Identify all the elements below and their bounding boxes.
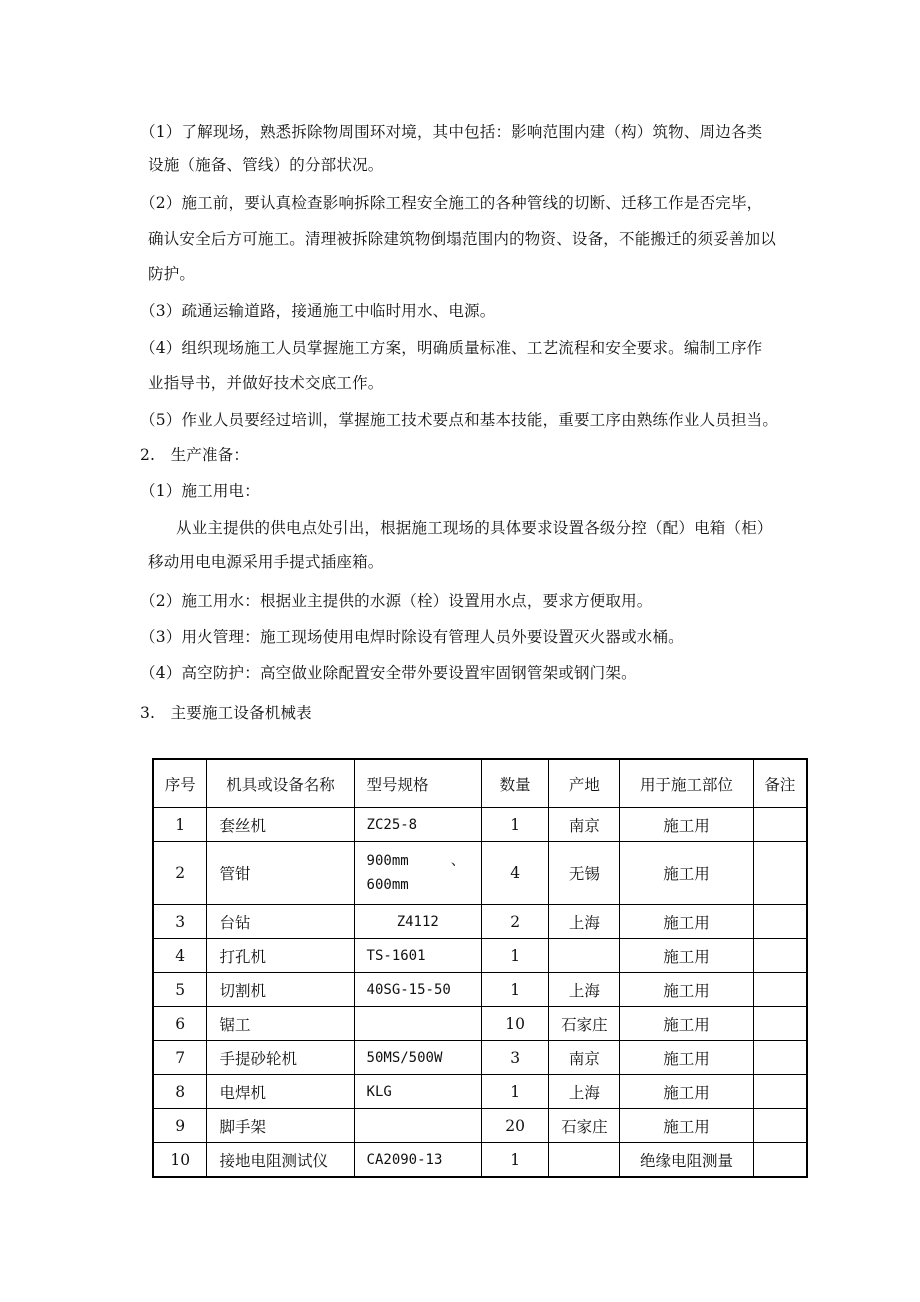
cell-name: 电焊机 <box>207 1075 354 1109</box>
cell-index: 9 <box>153 1109 207 1143</box>
cell-qty: 10 <box>482 1007 549 1041</box>
paragraph-line: 移动用电电源采用手提式插座箱。 <box>148 553 384 571</box>
cell-name: 切割机 <box>207 973 354 1007</box>
cell-usage: 施工用 <box>620 808 753 842</box>
cell-origin: 无锡 <box>549 842 620 905</box>
paragraph-line: （4）高空防护：高空做业除配置安全带外要设置牢固钢管架或钢门架。 <box>140 664 637 682</box>
equipment-table <box>152 758 808 1178</box>
cell-index: 10 <box>153 1143 207 1178</box>
cell-spec: CA2090-13 <box>354 1143 481 1178</box>
cell-usage: 施工用 <box>620 1075 753 1109</box>
paragraph-line: （5）作业人员要经过培训，掌握施工技术要点和基本技能，重要工序由熟练作业人员担当。 <box>140 411 779 429</box>
cell-spec: 40SG-15-50 <box>354 973 481 1007</box>
cell-usage: 施工用 <box>620 842 753 905</box>
cell-spec: ZC25-8 <box>354 808 481 842</box>
table-header-row <box>153 759 807 808</box>
cell-qty: 20 <box>482 1109 549 1143</box>
cell-qty: 1 <box>482 939 549 973</box>
cell-name: 台钻 <box>207 905 354 939</box>
cell-origin <box>549 1143 620 1178</box>
cell-name: 锯工 <box>207 1007 354 1041</box>
cell-index: 4 <box>153 939 207 973</box>
paragraph-line: （2）施工前，要认真检查影响拆除工程安全施工的各种管线的切断、迁移工作是否完毕， <box>140 194 763 212</box>
cell-note <box>753 1109 807 1143</box>
paragraph-line: 防护。 <box>148 265 196 283</box>
paragraph-line: 设施（施备、管线）的分部状况。 <box>148 156 384 174</box>
header-cell: 用于施工部位 <box>620 759 753 808</box>
cell-index: 1 <box>153 808 207 842</box>
section-heading: 3. 主要施工设备机械表 <box>140 704 312 722</box>
cell-qty: 2 <box>482 905 549 939</box>
cell-spec-line1: 900mm 、 <box>366 853 465 869</box>
table-row <box>153 1075 807 1109</box>
cell-index: 2 <box>153 842 207 905</box>
section-heading: 2. 生产准备： <box>140 446 250 464</box>
cell-index: 5 <box>153 973 207 1007</box>
cell-usage: 绝缘电阻测量 <box>620 1143 753 1178</box>
paragraph-line: （3）疏通运输道路，接通施工中临时用水、电源。 <box>140 302 496 320</box>
cell-note <box>753 1007 807 1041</box>
table-row <box>153 1007 807 1041</box>
paragraph-line: 确认安全后方可施工。清理被拆除建筑物倒塌范围内的物资、设备，不能搬迁的须妥善加以 <box>148 230 777 248</box>
header-cell: 产地 <box>549 759 620 808</box>
cell-spec: KLG <box>354 1075 481 1109</box>
paragraph-line: 业指导书，并做好技术交底工作。 <box>148 374 384 392</box>
cell-note <box>753 939 807 973</box>
cell-spec-line2: 600mm <box>366 877 409 893</box>
cell-origin: 上海 <box>549 973 620 1007</box>
cell-name: 套丝机 <box>207 808 354 842</box>
table-row <box>153 842 807 905</box>
table-row <box>153 1109 807 1143</box>
table-row <box>153 905 807 939</box>
header-cell: 备注 <box>753 759 807 808</box>
cell-usage: 施工用 <box>620 905 753 939</box>
cell-spec <box>354 1007 481 1041</box>
cell-usage: 施工用 <box>620 1041 753 1075</box>
paragraph-line: 从业主提供的供电点处引出，根据施工现场的具体要求设置各级分控（配）电箱（柜） <box>176 519 773 537</box>
cell-usage: 施工用 <box>620 939 753 973</box>
cell-usage: 施工用 <box>620 1007 753 1041</box>
cell-origin: 上海 <box>549 1075 620 1109</box>
cell-usage: 施工用 <box>620 973 753 1007</box>
table-row <box>153 1143 807 1178</box>
cell-note <box>753 905 807 939</box>
cell-index: 7 <box>153 1041 207 1075</box>
cell-index: 8 <box>153 1075 207 1109</box>
cell-note <box>753 808 807 842</box>
cell-spec: 50MS/500W <box>354 1041 481 1075</box>
cell-qty: 1 <box>482 1075 549 1109</box>
header-cell: 数量 <box>482 759 549 808</box>
cell-note <box>753 1041 807 1075</box>
cell-name: 脚手架 <box>207 1109 354 1143</box>
paragraph-line: （1）了解现场，熟悉拆除物周围环对境，其中包括：影响范围内建（构）筑物、周边各类 <box>140 123 763 141</box>
cell-index: 3 <box>153 905 207 939</box>
cell-qty: 1 <box>482 973 549 1007</box>
cell-origin: 南京 <box>549 1041 620 1075</box>
cell-name: 打孔机 <box>207 939 354 973</box>
cell-note <box>753 973 807 1007</box>
cell-origin: 石家庄 <box>549 1007 620 1041</box>
cell-spec <box>354 1109 481 1143</box>
table-row <box>153 808 807 842</box>
cell-qty: 1 <box>482 1143 549 1178</box>
cell-qty: 3 <box>482 1041 549 1075</box>
cell-qty: 1 <box>482 808 549 842</box>
table-row <box>153 973 807 1007</box>
cell-index: 6 <box>153 1007 207 1041</box>
cell-name: 手提砂轮机 <box>207 1041 354 1075</box>
table-row <box>153 1041 807 1075</box>
cell-origin <box>549 939 620 973</box>
cell-name: 接地电阻测试仪 <box>207 1143 354 1178</box>
cell-qty: 4 <box>482 842 549 905</box>
cell-spec: Z4112 <box>354 905 481 939</box>
cell-note <box>753 842 807 905</box>
cell-name: 管钳 <box>207 842 354 905</box>
paragraph-line: （3）用火管理：施工现场使用电焊时除设有管理人员外要设置灭火器或水桶。 <box>140 628 684 646</box>
cell-note <box>753 1143 807 1178</box>
cell-spec: TS-1601 <box>354 939 481 973</box>
paragraph-line: （1）施工用电： <box>140 482 260 500</box>
paragraph-line: （2）施工用水：根据业主提供的水源（栓）设置用水点，要求方便取用。 <box>140 592 653 610</box>
header-cell: 机具或设备名称 <box>207 759 354 808</box>
cell-spec <box>354 842 481 905</box>
table-row <box>153 939 807 973</box>
cell-usage: 施工用 <box>620 1109 753 1143</box>
cell-note <box>753 1075 807 1109</box>
cell-origin: 上海 <box>549 905 620 939</box>
header-cell: 型号规格 <box>354 759 481 808</box>
cell-origin: 南京 <box>549 808 620 842</box>
header-cell: 序号 <box>153 759 207 808</box>
paragraph-line: （4）组织现场施工人员掌握施工方案，明确质量标准、工艺流程和安全要求。编制工序作 <box>140 339 763 357</box>
cell-origin: 石家庄 <box>549 1109 620 1143</box>
